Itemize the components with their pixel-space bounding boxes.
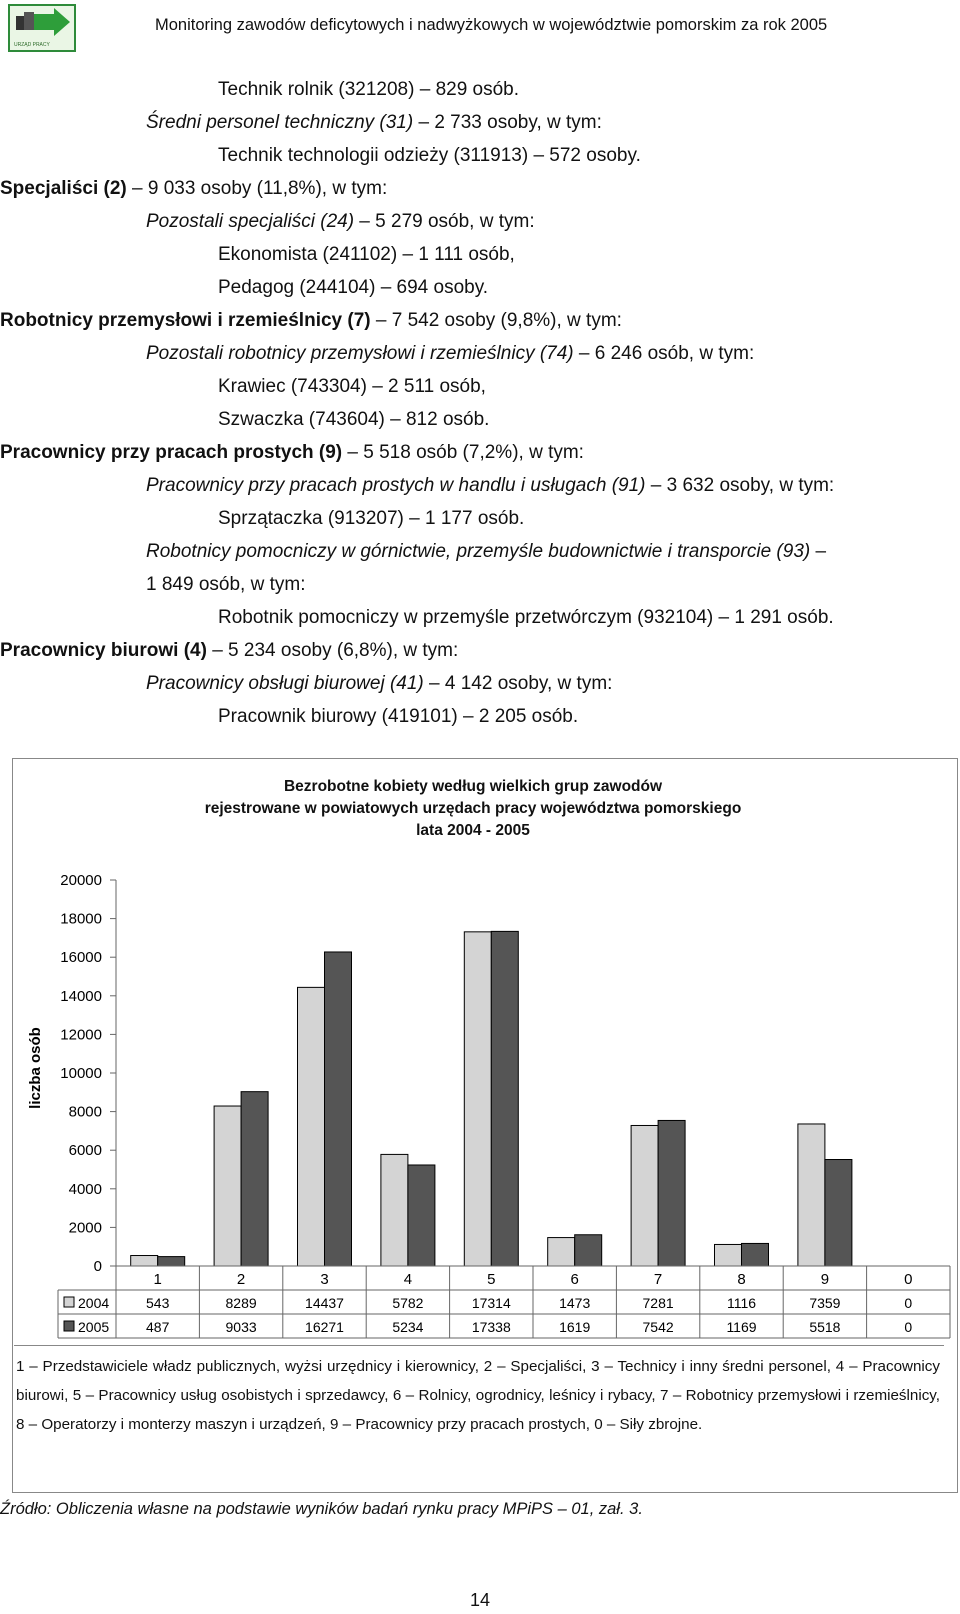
y-axis-label: liczba osób (27, 1027, 44, 1109)
text-line: Robotnicy przemysłowi i rzemieślnicy (7) – 7 542 osoby (9,8%), w tym: (0, 310, 622, 331)
bar-2005-cat-7 (658, 1120, 685, 1266)
bar-2004-cat-7 (631, 1125, 658, 1266)
data-label: 7542 (642, 1319, 674, 1335)
category-label: 0 (904, 1271, 913, 1288)
legend-label-2005: 2005 (78, 1319, 110, 1335)
chart-title-line-2: rejestrowane w powiatowych urzędach pracy województwa pomorskiego (204, 800, 742, 817)
source-note: Źródło: Obliczenia własne na podstawie wyników badań rynku pracy MPiPS – 01, zał. 3. (0, 1500, 643, 1518)
text-line: Pracownicy przy pracach prostych (9) – 5 518 osób (7,2%), w tym: (0, 442, 584, 463)
data-label: 8289 (225, 1295, 257, 1311)
y-tick-label: 20000 (60, 872, 102, 889)
text-line: Pozostali robotnicy przemysłowi i rzemieślnicy (74) – 6 246 osób, w tym: (146, 343, 755, 364)
text-line: Sprzątaczka (913207) – 1 177 osób. (218, 508, 525, 529)
logo-text: URZĄD PRACY (14, 42, 50, 48)
bar-2004-cat-4 (381, 1154, 408, 1266)
text-line: Robotnicy pomocniczy w górnictwie, przemyśle budownictwie i transporcie (93) – (146, 541, 827, 562)
category-label: 4 (403, 1271, 413, 1288)
bar-2005-cat-1 (158, 1257, 185, 1266)
text-line: Pracownicy obsługi biurowej (41) – 4 142 osoby, w tym: (146, 673, 613, 694)
category-label: 6 (570, 1271, 579, 1288)
category-label: 7 (653, 1271, 663, 1288)
y-tick-label: 10000 (60, 1065, 102, 1082)
category-label: 1 (153, 1271, 162, 1288)
text-line: Pracownicy biurowi (4) – 5 234 osoby (6,8%), w tym: (0, 640, 459, 661)
text-line: Robotnik pomocniczy w przemyśle przetwórczym (932104) – 1 291 osób. (218, 607, 834, 628)
category-label: 5 (487, 1271, 496, 1288)
data-label: 14437 (305, 1295, 344, 1311)
page-number: 14 (469, 1590, 491, 1610)
text-line: 1 849 osób, w tym: (146, 574, 306, 595)
bar-2005-cat-9 (825, 1160, 852, 1266)
data-label: 1473 (559, 1295, 591, 1311)
legend-swatch-2004 (64, 1297, 74, 1307)
text-line: Ekonomista (241102) – 1 111 osób, (218, 244, 515, 265)
text-line: Pedagog (244104) – 694 osoby. (218, 277, 489, 298)
category-legend: 1 – Przedstawiciele władz publicznych, wyżsi urzędnicy i kierownicy, 2 – Specjaliści, 3 – Technicy i inny średni personel, 4 – Pracownicy biurowi, 5 – Pracownicy usług osobistych i sprzedawcy, 6 – Rolnicy, ogrodnicy, leśnicy i rybacy, 7 – Robotnicy przemysłowi i rzemieślnicy, 8 – Operatorzy i monterzy maszyn i urządzeń, 9 – Pracownicy przy pracach prostych, 0 – Siły zbrojne. (16, 1358, 940, 1433)
category-label: 9 (820, 1271, 830, 1288)
data-label: 1619 (559, 1319, 591, 1335)
y-tick-label: 4000 (68, 1180, 102, 1198)
text-line: Technik rolnik (321208) – 829 osób. (218, 79, 520, 100)
category-label: 2 (236, 1271, 246, 1288)
data-label: 543 (146, 1295, 170, 1311)
bar-2005-cat-4 (408, 1165, 435, 1266)
y-tick-label: 6000 (68, 1142, 102, 1160)
data-label: 17338 (471, 1319, 511, 1335)
text-line: Pozostali specjaliści (24) – 5 279 osób, w tym: (146, 211, 535, 232)
bar-2004-cat-1 (131, 1256, 158, 1266)
data-label: 5518 (809, 1319, 841, 1335)
data-label: 5234 (392, 1319, 424, 1335)
bar-2005-cat-5 (491, 931, 518, 1266)
data-label: 0 (904, 1295, 913, 1311)
text-line: Średni personel techniczny (31) – 2 733 osoby, w tym: (146, 112, 602, 133)
data-label: 1169 (726, 1319, 757, 1335)
data-label: 16271 (305, 1319, 344, 1335)
bar-2004-cat-3 (298, 987, 325, 1266)
text-line: Krawiec (743304) – 2 511 osób, (218, 376, 486, 397)
y-tick-label: 0 (93, 1258, 102, 1275)
y-tick-label: 16000 (60, 949, 102, 967)
data-label: 9033 (225, 1319, 257, 1335)
bar-2004-cat-9 (798, 1124, 825, 1266)
y-tick-label: 14000 (60, 987, 102, 1005)
data-label: 487 (146, 1319, 170, 1335)
bar-2005-cat-3 (325, 952, 352, 1266)
y-tick-label: 2000 (68, 1219, 102, 1237)
chart-title-line-3: lata 2004 - 2005 (416, 822, 530, 839)
data-label: 1116 (726, 1295, 757, 1311)
legend-swatch-2005 (64, 1321, 74, 1331)
bar-2005-cat-2 (241, 1092, 268, 1266)
category-label: 3 (320, 1271, 329, 1288)
bar-2004-cat-2 (214, 1106, 241, 1266)
bar-2005-cat-6 (575, 1235, 602, 1266)
data-label: 7281 (642, 1295, 674, 1311)
bar-2004-cat-8 (715, 1244, 742, 1266)
data-label: 5782 (392, 1295, 424, 1311)
y-tick-label: 18000 (60, 910, 102, 928)
chart-title-line-1: Bezrobotne kobiety według wielkich grup zawodów (283, 778, 663, 795)
bar-2005-cat-8 (742, 1243, 769, 1266)
bar-2004-cat-5 (464, 932, 491, 1266)
legend-label-2004: 2004 (78, 1295, 110, 1311)
bar-2004-cat-6 (548, 1238, 575, 1266)
data-label: 17314 (471, 1295, 511, 1311)
category-label: 8 (737, 1271, 746, 1288)
y-tick-label: 8000 (68, 1103, 102, 1121)
text-line: Pracownik biurowy (419101) – 2 205 osób. (218, 706, 579, 727)
text-line: Szwaczka (743604) – 812 osób. (218, 409, 490, 430)
text-line: Technik technologii odzieży (311913) – 572 osoby. (218, 145, 641, 166)
data-label: 0 (904, 1319, 913, 1335)
header-title: Monitoring zawodów deficytowych i nadwyżkowych w województwie pomorskim za rok 2005 (155, 16, 828, 34)
y-tick-label: 12000 (60, 1026, 102, 1044)
text-line: Pracownicy przy pracach prostych w handlu i usługach (91) – 3 632 osoby, w tym: (146, 475, 835, 496)
text-line: Specjaliści (2) – 9 033 osoby (11,8%), w tym: (0, 178, 388, 199)
data-label: 7359 (809, 1295, 841, 1311)
